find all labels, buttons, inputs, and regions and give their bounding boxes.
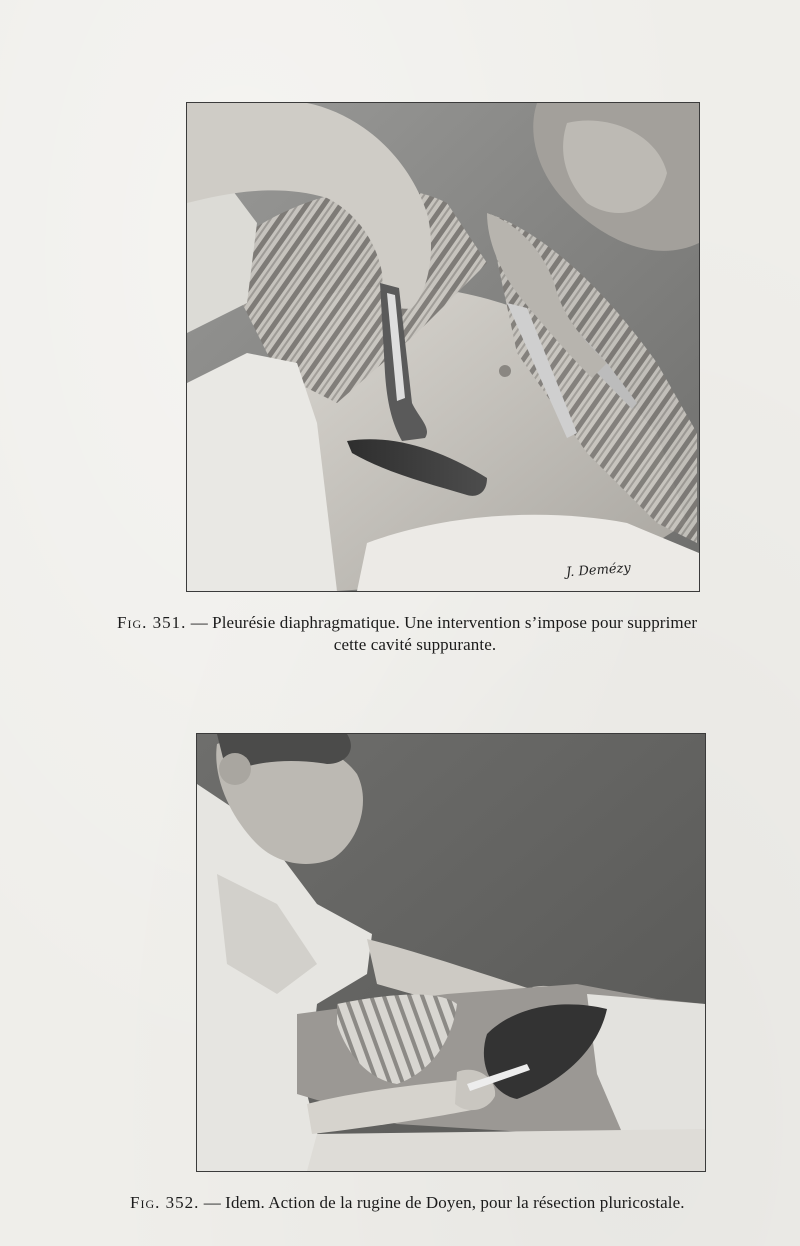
figure-351-label: Fig. 351. xyxy=(117,613,187,632)
artist-signature: J. Demézy xyxy=(565,560,632,581)
figure-352-caption xyxy=(130,1192,780,1214)
figure-351-caption-text: — Pleurésie diaphragmatique. Une intervention s’impose pour supprimer xyxy=(190,613,698,632)
figure-352-label: Fig. 352. xyxy=(130,1193,200,1212)
figure-351-caption-line-1 xyxy=(117,612,777,634)
figure-351-caption-line-2: cette cavité suppurante. xyxy=(333,635,497,654)
figure-351-photograph xyxy=(187,103,699,591)
figure-352-photograph xyxy=(197,734,705,1171)
figure-352-caption-text: — Idem. Action de la rugine de Doyen, pour la résection pluricostale. xyxy=(203,1193,685,1212)
